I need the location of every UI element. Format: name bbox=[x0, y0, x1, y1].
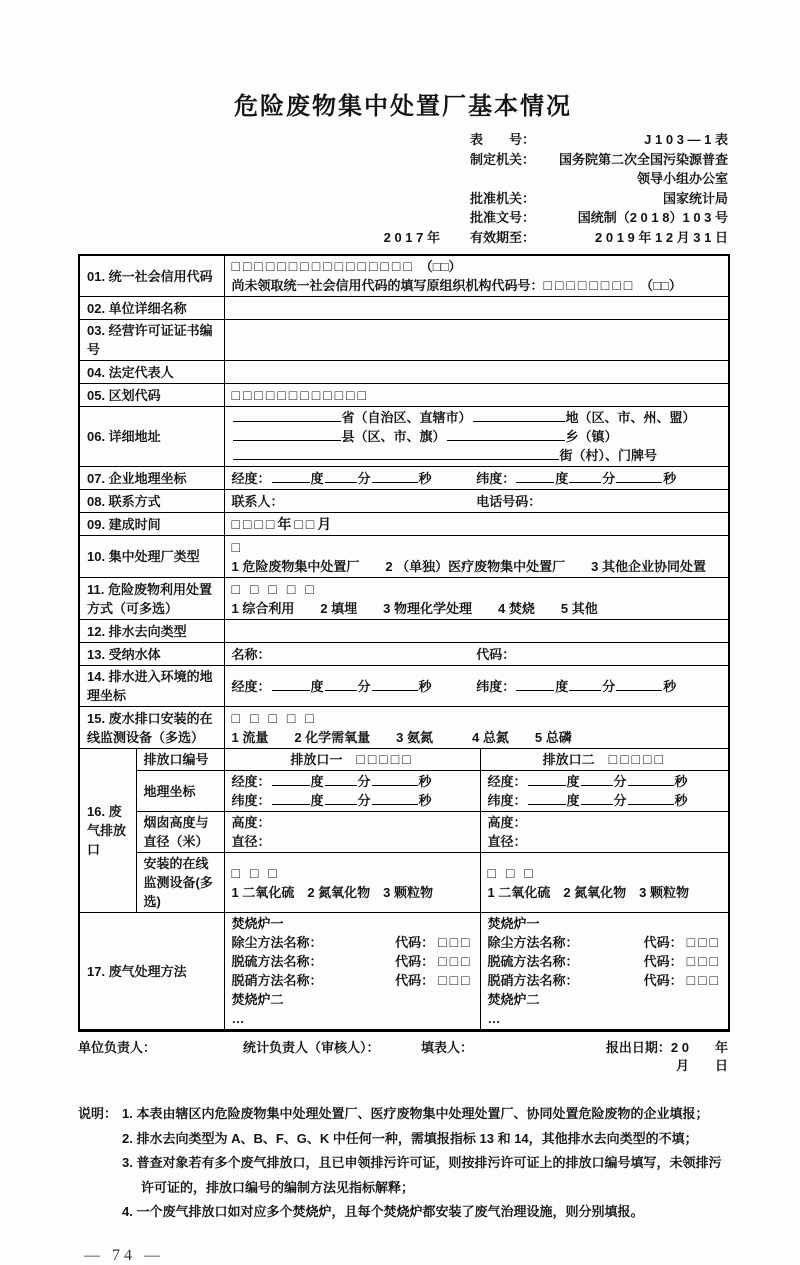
validity-value: 2 0 1 9 年 1 2 月 3 1 日 bbox=[595, 229, 728, 245]
row-disposal-method bbox=[79, 578, 729, 620]
row-credit-code-label: 01. 统一社会信用代码 bbox=[79, 255, 224, 297]
row-gas-treatment bbox=[79, 913, 729, 1031]
meta-spacer bbox=[78, 208, 470, 228]
latitude-sec-field bbox=[372, 791, 418, 805]
org-code-boxes: □□□□□□□□ bbox=[543, 277, 636, 293]
outlet-1-monitor-checkbox-line bbox=[232, 864, 473, 883]
water-monitor-checkboxes: □□□□□ bbox=[231, 709, 324, 726]
row-receiving-water bbox=[79, 643, 729, 666]
province-suffix: 省（自治区、直辖市） bbox=[341, 410, 472, 425]
plant-type-options: 1 危险废物集中处置厂 2 （单独）医疗废物集中处置厂 3 其他企业协同处置 bbox=[231, 558, 707, 574]
longitude-deg-field bbox=[272, 772, 310, 786]
deg-unit: 度 bbox=[310, 678, 324, 694]
meta-spacer bbox=[78, 169, 470, 189]
desulf-code-boxes: □□□ bbox=[438, 953, 473, 969]
prefecture-suffix: 地（区、市、州、盟） bbox=[565, 410, 696, 425]
row-license-no bbox=[79, 320, 729, 361]
enterprise-latitude bbox=[476, 469, 721, 488]
row-outfall-geo-label: 14. 排水进入环境的地理坐标 bbox=[79, 666, 224, 707]
latitude-sec-field bbox=[628, 791, 674, 805]
latitude-label: 纬度： bbox=[476, 678, 516, 694]
outlet-1-longitude bbox=[232, 772, 473, 791]
row-outfall-geo-value bbox=[224, 666, 729, 707]
longitude-label: 经度： bbox=[231, 774, 271, 789]
address-line-2 bbox=[232, 427, 722, 446]
contact-line bbox=[232, 492, 722, 511]
row-plant-type-value bbox=[224, 536, 729, 578]
meta-row-form-no bbox=[78, 130, 728, 150]
deg-unit: 度 bbox=[310, 470, 324, 486]
enterprise-longitude bbox=[232, 469, 477, 488]
row-contact-label: 08. 联系方式 bbox=[79, 490, 224, 513]
outlet-1-title: 排放口一 bbox=[290, 752, 343, 767]
water-monitor-options: 1 流量 2 化学需氧量 3 氨氮 4 总氮 5 总磷 bbox=[231, 729, 572, 745]
sec-unit: 秒 bbox=[663, 678, 677, 694]
sec-unit: 秒 bbox=[674, 793, 688, 808]
enterprise-geo-line bbox=[232, 469, 722, 488]
signature-row bbox=[78, 1039, 755, 1075]
min-unit: 分 bbox=[602, 678, 616, 694]
maker-label-empty bbox=[470, 169, 552, 189]
gas-outlet-2-geo bbox=[480, 771, 729, 812]
outlet-2-monitor bbox=[480, 853, 729, 913]
water-code-label: 代码： bbox=[476, 646, 516, 662]
desulf-method-label: 脱硫方法名称： bbox=[487, 954, 579, 969]
form-table bbox=[78, 254, 730, 1032]
outlet-1-id-line bbox=[232, 750, 473, 769]
form-no-value: J 1 0 3 — 1 表 bbox=[644, 132, 728, 147]
latitude-label: 纬度： bbox=[231, 793, 271, 808]
outlet-1-monitor-checkboxes: □□□ bbox=[231, 864, 287, 881]
maker-value-line1: 国务院第二次全国污染源普查 bbox=[558, 151, 728, 167]
unit-name-field bbox=[224, 297, 729, 320]
water-name-label: 名称： bbox=[231, 646, 271, 662]
code-label: 代码： bbox=[395, 973, 435, 988]
gas-outlet-1-geo bbox=[224, 771, 480, 812]
address-line-1 bbox=[232, 408, 722, 427]
district-code-boxes: □□□□□□□□□□□□ bbox=[231, 386, 369, 403]
street-suffix: 街（村）、门牌号 bbox=[559, 448, 658, 463]
longitude-deg-field bbox=[272, 469, 310, 483]
outlet-2-height-label: 高度： bbox=[487, 815, 527, 830]
code-label: 代码： bbox=[643, 954, 683, 969]
row-contact bbox=[79, 490, 729, 513]
unit-head-label: 单位负责人： bbox=[78, 1040, 157, 1055]
longitude-sec-field bbox=[372, 772, 418, 786]
desulf-code-boxes: □□□ bbox=[686, 953, 722, 969]
outlet-1-id-boxes: □□□□□ bbox=[356, 751, 414, 767]
row-legal-rep bbox=[79, 361, 729, 384]
outlet-1-latitude bbox=[232, 791, 473, 810]
doc-no-value: 国统制（2 0 1 8）1 0 3 号 bbox=[577, 210, 728, 225]
min-unit: 分 bbox=[357, 678, 371, 694]
stat-head-label: 统计负责人（审核人）： bbox=[243, 1040, 380, 1055]
credit-code-boxes: □□□□□□□□□□□□□□□□ bbox=[231, 258, 415, 274]
code-label: 代码： bbox=[395, 935, 435, 950]
row-chimney bbox=[79, 812, 729, 853]
desulf-method-label: 脱硫方法名称： bbox=[231, 954, 323, 969]
credit-code-check-boxes: （□□） bbox=[419, 259, 462, 274]
row-credit-code-value bbox=[224, 255, 729, 297]
meta-spacer bbox=[78, 130, 470, 150]
dust-code-boxes: □□□ bbox=[686, 934, 722, 950]
maker-value-line2: 领导小组办公室 bbox=[636, 171, 728, 186]
row-drainage-type bbox=[79, 620, 729, 643]
latitude-deg-field bbox=[528, 791, 566, 805]
row-address bbox=[79, 407, 729, 467]
longitude-min-field bbox=[325, 469, 357, 483]
outlet-2-id-line bbox=[488, 750, 722, 769]
contact-person-label: 联系人： bbox=[231, 493, 284, 509]
longitude-sec-field bbox=[628, 772, 674, 786]
row-license-no-label: 03. 经营许可证证书编号 bbox=[79, 320, 224, 361]
phone-number-label: 电话号码： bbox=[476, 493, 542, 509]
report-date-label: 报出日期：2 0 年 月 日 bbox=[605, 1040, 755, 1073]
row-build-date-label: 09. 建成时间 bbox=[79, 513, 224, 536]
code-label: 代码： bbox=[395, 954, 435, 969]
min-unit: 分 bbox=[357, 774, 371, 789]
row-address-label: 06. 详细地址 bbox=[79, 407, 224, 467]
row-gas-outlet-id bbox=[79, 749, 729, 771]
dust-method-label: 除尘方法名称： bbox=[487, 935, 579, 950]
outlet-2-monitor-checkboxes: □□□ bbox=[487, 864, 543, 881]
disposal-method-options: 1 综合利用 2 填埋 3 物理化学处理 4 焚烧 5 其他 bbox=[231, 600, 598, 616]
row-drainage-type-label: 12. 排水去向类型 bbox=[79, 620, 224, 643]
row-build-date bbox=[79, 513, 729, 536]
code-label: 代码： bbox=[643, 935, 683, 950]
sec-unit: 秒 bbox=[418, 470, 432, 486]
dust-method-label: 除尘方法名称： bbox=[231, 935, 323, 950]
district-code-value bbox=[224, 384, 729, 407]
latitude-deg-field bbox=[516, 677, 554, 691]
gas-monitor-sublabel: 安装的在线监测设备(多选) bbox=[136, 853, 224, 913]
outlet-2-treatment bbox=[480, 913, 729, 1031]
build-date-value bbox=[224, 513, 729, 536]
form-meta-block bbox=[78, 130, 728, 247]
notes-prefix: 说明： bbox=[78, 1106, 118, 1121]
outlet-2-monitor-checkbox-line bbox=[488, 864, 722, 883]
meta-spacer bbox=[78, 189, 470, 209]
row-disposal-method-value bbox=[224, 578, 729, 620]
outlet-2-dust-line bbox=[488, 933, 722, 952]
legal-rep-field bbox=[224, 361, 729, 384]
latitude-deg-field bbox=[516, 469, 554, 483]
meta-row-maker bbox=[78, 150, 728, 170]
row-legal-rep-label: 04. 法定代表人 bbox=[79, 361, 224, 384]
township-suffix: 乡（镇） bbox=[565, 429, 618, 444]
approver-value: 国家统计局 bbox=[662, 190, 728, 206]
denitr-method-label: 脱硝方法名称： bbox=[231, 973, 323, 988]
deg-unit: 度 bbox=[566, 774, 580, 789]
credit-code-boxline bbox=[232, 257, 722, 276]
outlet-1-desulf-line bbox=[232, 952, 473, 971]
denitr-code-boxes: □□□ bbox=[686, 972, 722, 988]
row-credit-code bbox=[79, 255, 729, 297]
row-gas-treatment-label: 17. 废气处理方法 bbox=[79, 913, 224, 1031]
meta-row-approver bbox=[78, 189, 728, 209]
outlet-1-more: … bbox=[231, 1011, 245, 1026]
outlet-2-longitude bbox=[488, 772, 722, 791]
outlet-1-height-label: 高度： bbox=[231, 815, 271, 830]
longitude-label: 经度： bbox=[487, 774, 527, 789]
outfall-geo-line bbox=[232, 677, 722, 696]
outlet-1-diameter-label: 直径： bbox=[231, 834, 271, 849]
row-contact-value bbox=[224, 490, 729, 513]
latitude-deg-field bbox=[272, 791, 310, 805]
meta-row-doc-no bbox=[78, 208, 728, 228]
outlet-2-more: … bbox=[487, 1011, 501, 1026]
note-item-4: 4. 一个废气排放口如对应多个焚烧炉，且每个焚烧炉都安装了废气治理设施，则分别填报。 bbox=[122, 1204, 644, 1219]
chimney-sublabel: 烟囱高度与直径（米） bbox=[136, 812, 224, 853]
row-gas-outlet-label: 16. 废气排放口 bbox=[79, 749, 136, 913]
org-code-boxline bbox=[232, 276, 722, 295]
note-item-2: 2. 排水去向类型为 A、B、F、G、K 中任何一种，需填报指标 13 和 14，其他排水去向类型的不填； bbox=[122, 1130, 698, 1146]
page-number: — 74 — bbox=[84, 1246, 164, 1264]
gas-outlet-geo-sublabel: 地理坐标 bbox=[136, 771, 224, 812]
row-plant-type bbox=[79, 536, 729, 578]
org-code-hint: 尚未领取统一社会信用代码的填写原组织机构代码号： bbox=[231, 278, 544, 293]
gas-outlet-2-id bbox=[480, 749, 729, 771]
latitude-min-field bbox=[569, 469, 601, 483]
sec-unit: 秒 bbox=[418, 793, 432, 808]
latitude-label: 纬度： bbox=[487, 793, 527, 808]
latitude-sec-field bbox=[616, 677, 662, 691]
disposal-method-checkbox-line bbox=[232, 580, 722, 599]
row-enterprise-geo bbox=[79, 467, 729, 490]
min-unit: 分 bbox=[357, 793, 371, 808]
latitude-min-field bbox=[569, 677, 601, 691]
longitude-min-field bbox=[325, 677, 357, 691]
notes-list bbox=[122, 1102, 728, 1225]
license-no-field bbox=[224, 320, 729, 361]
plant-type-checkbox: □ bbox=[231, 538, 243, 555]
note-item-3: 3. 普查对象若有多个废气排放口，且已申领排污许可证，则按排污许可证上的排放口编号填写，未领排污许可证的，排放口编号的编制方法见指标解释； bbox=[122, 1155, 722, 1195]
deg-unit: 度 bbox=[555, 678, 569, 694]
outlet-1-denitr-line bbox=[232, 971, 473, 990]
sec-unit: 秒 bbox=[674, 774, 688, 789]
longitude-min-field bbox=[581, 772, 613, 786]
street-field bbox=[233, 446, 559, 460]
deg-unit: 度 bbox=[310, 793, 324, 808]
sec-unit: 秒 bbox=[418, 678, 432, 694]
longitude-min-field bbox=[325, 772, 357, 786]
notes-section bbox=[78, 1102, 728, 1225]
row-enterprise-geo-label: 07. 企业地理坐标 bbox=[79, 467, 224, 490]
latitude-sec-field bbox=[616, 469, 662, 483]
survey-year: 2 0 1 7 年 bbox=[383, 229, 440, 245]
deg-unit: 度 bbox=[555, 470, 569, 486]
outlet-2-title: 排放口二 bbox=[542, 752, 595, 767]
longitude-sec-field bbox=[372, 469, 418, 483]
water-monitor-checkbox-line bbox=[232, 709, 722, 728]
longitude-deg-field bbox=[528, 772, 566, 786]
outlet-1-chimney bbox=[224, 812, 480, 853]
outlet-1-furnace-1: 焚烧炉一 bbox=[231, 916, 284, 931]
row-unit-name-label: 02. 单位详细名称 bbox=[79, 297, 224, 320]
row-receiving-water-value bbox=[224, 643, 729, 666]
plant-type-checkbox-line bbox=[232, 538, 722, 557]
row-disposal-method-label: 11. 危险废物利用处置方式（可多选） bbox=[79, 578, 224, 620]
row-unit-name bbox=[79, 297, 729, 320]
outlet-1-monitor bbox=[224, 853, 480, 913]
outlet-2-furnace-1: 焚烧炉一 bbox=[487, 916, 540, 931]
latitude-min-field bbox=[325, 791, 357, 805]
outlet-2-chimney bbox=[480, 812, 729, 853]
outlet-1-dust-line bbox=[232, 933, 473, 952]
form-filler-label: 填表人： bbox=[421, 1040, 474, 1055]
outlet-2-denitr-line bbox=[488, 971, 722, 990]
outlet-2-diameter-label: 直径： bbox=[487, 834, 527, 849]
province-field bbox=[233, 408, 341, 422]
outlet-2-desulf-line bbox=[488, 952, 722, 971]
meta-row-maker-2 bbox=[78, 169, 728, 189]
latitude-label: 纬度： bbox=[476, 470, 516, 486]
doc-no-label: 批准文号： bbox=[470, 210, 536, 225]
longitude-label: 经度： bbox=[231, 470, 271, 486]
outlet-2-id-boxes: □□□□□ bbox=[608, 751, 666, 767]
outfall-latitude bbox=[476, 677, 721, 696]
longitude-sec-field bbox=[372, 677, 418, 691]
row-address-value bbox=[224, 407, 729, 467]
document-content bbox=[78, 0, 755, 1265]
outfall-longitude bbox=[232, 677, 477, 696]
maker-label: 制定机关： bbox=[470, 151, 536, 167]
longitude-deg-field bbox=[272, 677, 310, 691]
row-enterprise-geo-value bbox=[224, 467, 729, 490]
row-water-monitor bbox=[79, 707, 729, 749]
row-receiving-water-label: 13. 受纳水体 bbox=[79, 643, 224, 666]
receiving-water-line bbox=[232, 645, 722, 664]
township-field bbox=[447, 427, 565, 441]
code-label: 代码： bbox=[643, 973, 683, 988]
build-date-boxes: □□□□年□□月 bbox=[231, 515, 335, 532]
row-district-code-label: 05. 区划代码 bbox=[79, 384, 224, 407]
meta-spacer bbox=[78, 150, 470, 170]
outlet-1-furnace-2: 焚烧炉二 bbox=[231, 992, 284, 1007]
longitude-label: 经度： bbox=[231, 678, 271, 694]
outlet-2-monitor-options: 1 二氧化硫 2 氮氧化物 3 颗粒物 bbox=[487, 884, 690, 900]
min-unit: 分 bbox=[613, 774, 627, 789]
outlet-2-furnace-2: 焚烧炉二 bbox=[487, 992, 540, 1007]
county-field bbox=[233, 427, 341, 441]
prefecture-field bbox=[473, 408, 565, 422]
sec-unit: 秒 bbox=[663, 470, 677, 486]
outlet-1-treatment bbox=[224, 913, 480, 1031]
drainage-type-field bbox=[224, 620, 729, 643]
denitr-code-boxes: □□□ bbox=[438, 972, 473, 988]
county-suffix: 县（区、市、旗） bbox=[341, 429, 446, 444]
outlet-1-monitor-options: 1 二氧化硫 2 氮氧化物 3 颗粒物 bbox=[231, 884, 434, 900]
dust-code-boxes: □□□ bbox=[438, 934, 473, 950]
gas-outlet-id-sublabel: 排放口编号 bbox=[136, 749, 224, 771]
row-gas-monitor bbox=[79, 853, 729, 913]
denitr-method-label: 脱硝方法名称： bbox=[487, 973, 579, 988]
note-item-1: 1. 本表由辖区内危险废物集中处理处置厂、医疗废物集中处理处置厂、协同处置危险废物的企业填报； bbox=[122, 1106, 709, 1121]
outlet-2-latitude bbox=[488, 791, 722, 810]
row-plant-type-label: 10. 集中处理厂类型 bbox=[79, 536, 224, 578]
deg-unit: 度 bbox=[310, 774, 324, 789]
approver-label: 批准机关： bbox=[470, 190, 536, 206]
form-no-label: 表 号： bbox=[470, 132, 536, 147]
meta-row-validity bbox=[78, 228, 728, 248]
min-unit: 分 bbox=[613, 793, 627, 808]
row-water-monitor-label: 15. 废水排口安装的在线监测设备（多选） bbox=[79, 707, 224, 749]
org-code-check-boxes: （□□） bbox=[640, 278, 682, 293]
validity-label: 有效期至： bbox=[470, 229, 536, 245]
min-unit: 分 bbox=[602, 470, 616, 486]
row-water-monitor-value bbox=[224, 707, 729, 749]
row-gas-outlet-geo bbox=[79, 771, 729, 812]
row-outfall-geo bbox=[79, 666, 729, 707]
disposal-method-checkboxes: □□□□□ bbox=[231, 580, 324, 597]
latitude-min-field bbox=[581, 791, 613, 805]
sec-unit: 秒 bbox=[418, 774, 432, 789]
deg-unit: 度 bbox=[566, 793, 580, 808]
address-line-3 bbox=[232, 446, 722, 465]
row-district-code bbox=[79, 384, 729, 407]
min-unit: 分 bbox=[357, 470, 371, 486]
form-title: 危险废物集中处置厂基本情况 bbox=[234, 94, 572, 120]
gas-outlet-1-id bbox=[224, 749, 480, 771]
